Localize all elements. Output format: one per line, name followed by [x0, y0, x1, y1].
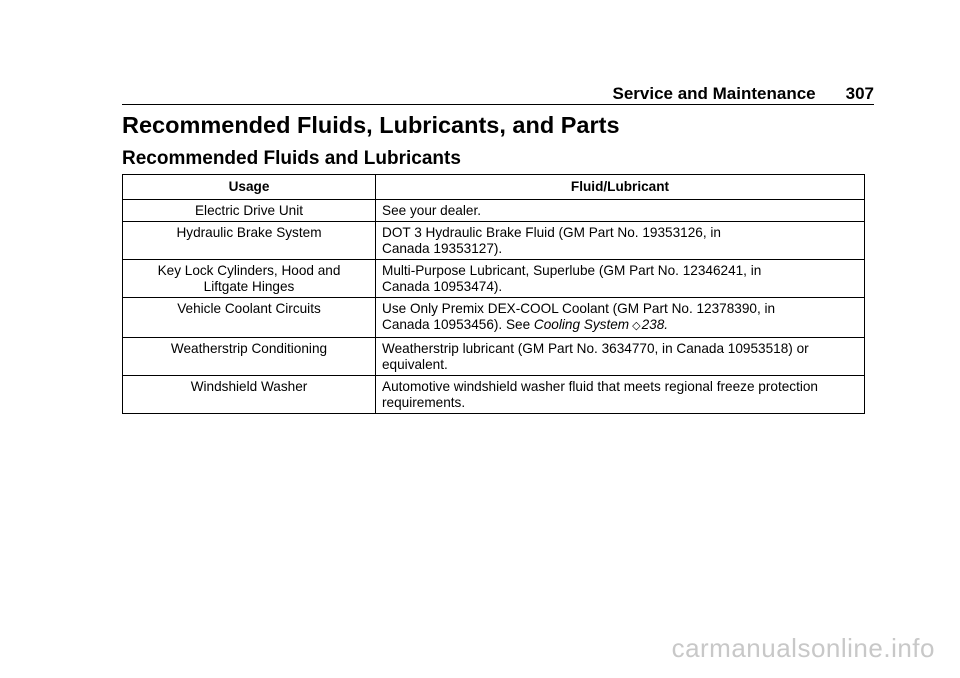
header-divider: [122, 104, 874, 105]
cross-reference-link[interactable]: Cooling System: [533, 316, 630, 332]
fluid-text-line: Multi-Purpose Lubricant, Superlube (GM Part No. 12346241, in: [382, 263, 762, 278]
usage-text: Hydraulic Brake System: [176, 225, 322, 240]
usage-cell: [123, 222, 376, 260]
fluids-table: [122, 174, 865, 414]
fluid-text-line: Canada 19353127).: [382, 240, 503, 256]
fluid-cell: [376, 199, 865, 222]
cross-reference-page[interactable]: 238: [641, 316, 665, 332]
usage-cell: [123, 260, 376, 298]
column-header-fluid: Fluid/Lubricant: [376, 175, 865, 200]
fluid-text-line: requirements.: [382, 394, 466, 410]
fluid-text-line: Weatherstrip lubricant (GM Part No. 3634770, in Canada 10953518) or: [382, 341, 809, 356]
watermark: carmanualsonline.info: [671, 633, 935, 663]
table-row: [123, 298, 865, 338]
fluid-cell: [376, 222, 865, 260]
column-header-usage: Usage: [123, 175, 376, 200]
running-header-section: Service and Maintenance: [612, 84, 816, 103]
fluid-text-line: Canada 10953456). See: [382, 316, 534, 332]
fluid-cell: [376, 260, 865, 298]
usage-cell: [123, 376, 376, 414]
page-title: Recommended Fluids, Lubricants, and Parts: [122, 112, 620, 138]
usage-text-line: Liftgate Hinges: [203, 278, 295, 294]
table-row: [123, 376, 865, 414]
running-header: [122, 84, 874, 104]
fluid-text: See your dealer.: [382, 202, 481, 218]
fluid-text-line: Canada 10953474).: [382, 278, 503, 294]
fluid-cell: [376, 298, 865, 338]
table-row: [123, 222, 865, 260]
fluid-text-line: Automotive windshield washer fluid that meets regional freeze protection: [382, 379, 818, 394]
fluid-text-line: equivalent.: [382, 356, 448, 372]
usage-text: Vehicle Coolant Circuits: [177, 301, 321, 316]
usage-text: Electric Drive Unit: [194, 202, 303, 218]
table-header-row: [123, 175, 865, 200]
usage-cell: [123, 338, 376, 376]
page-reference-icon: ◇: [632, 319, 641, 332]
cross-reference-suffix: .: [664, 316, 669, 332]
table-row: [123, 199, 865, 222]
usage-cell: [123, 298, 376, 338]
usage-text: Weatherstrip Conditioning: [170, 341, 328, 356]
table-row: [123, 260, 865, 298]
fluid-cell: [376, 376, 865, 414]
page-number: 307: [845, 84, 874, 103]
usage-cell: [123, 199, 376, 222]
fluid-text-line: Use Only Premix DEX-COOL Coolant (GM Part No. 12378390, in: [382, 301, 776, 316]
usage-text-line: Key Lock Cylinders, Hood and: [157, 263, 341, 278]
usage-text: Windshield Washer: [190, 379, 308, 394]
section-title: Recommended Fluids and Lubricants: [122, 148, 461, 169]
fluid-text-line: DOT 3 Hydraulic Brake Fluid (GM Part No. 19353126, in: [382, 225, 721, 240]
fluid-cell: [376, 338, 865, 376]
table-row: [123, 338, 865, 376]
